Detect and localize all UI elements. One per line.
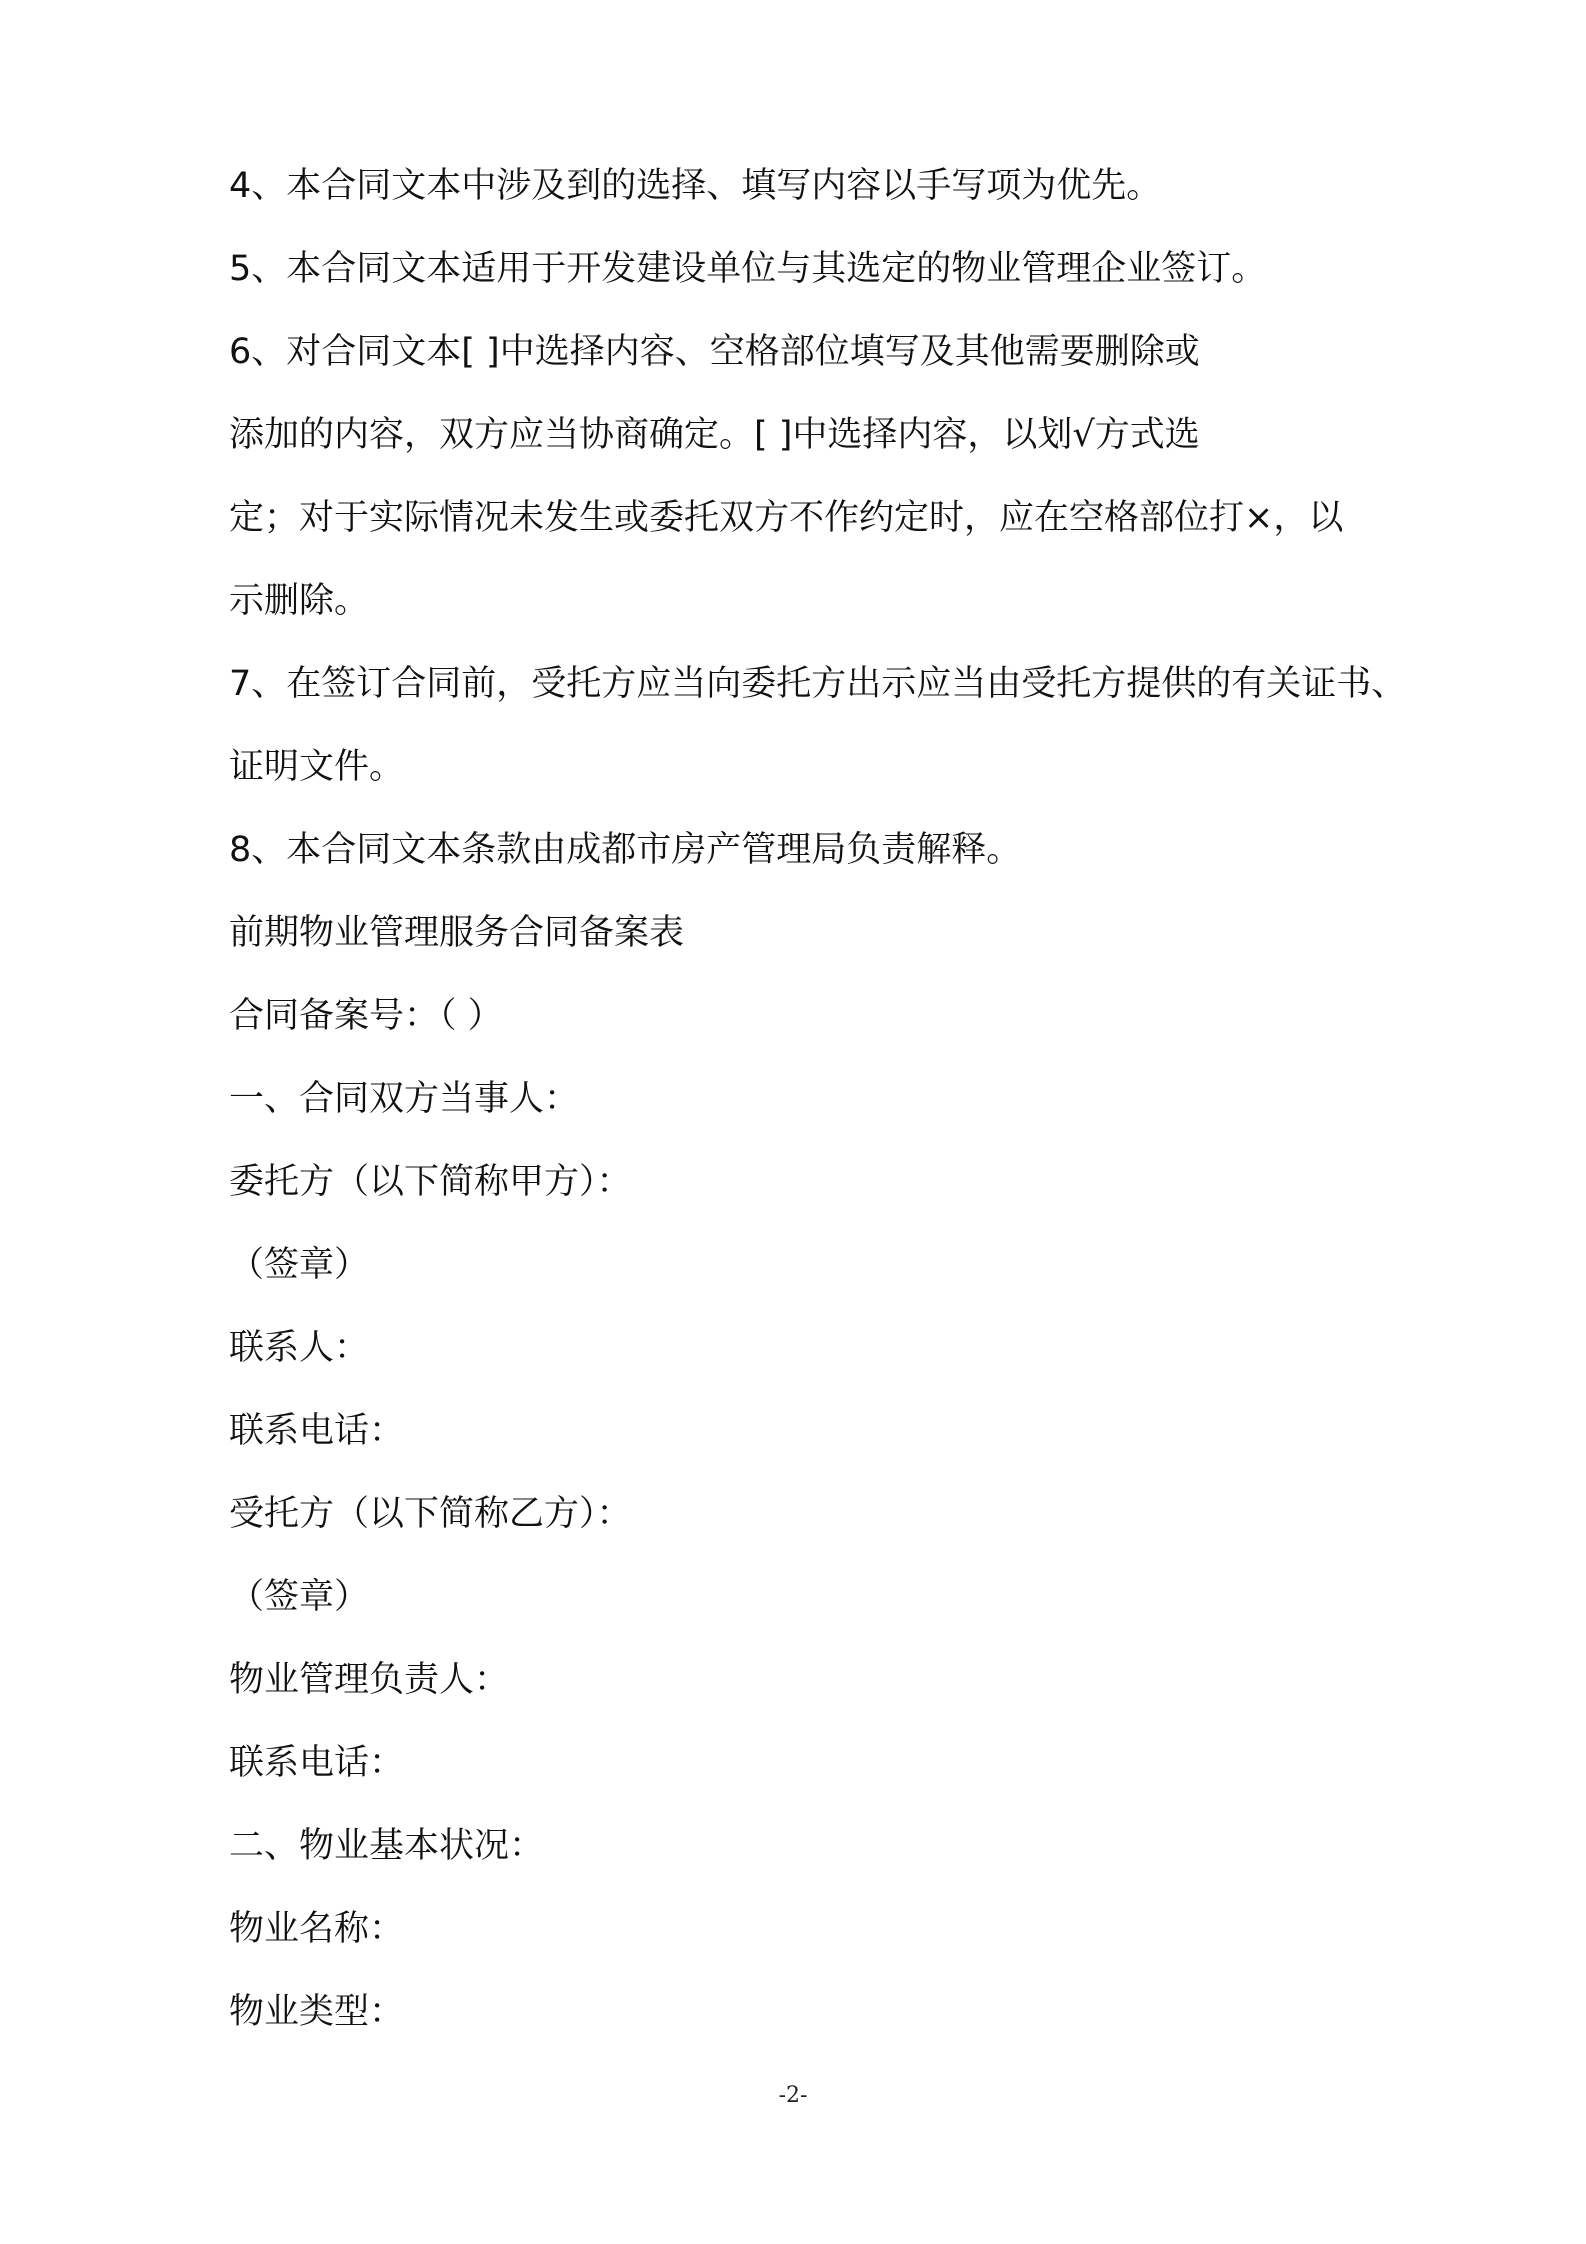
text-line: 4、本合同文本中涉及到的选择、填写内容以手写项为优先。 (229, 166, 1162, 206)
text-line: 7、在签订合同前，受托方应当向委托方出示应当由受托方提供的有关证书、 (229, 664, 1407, 704)
text-line: 物业名称： (229, 1909, 405, 1949)
text-line: 联系电话： (229, 1411, 405, 1451)
text-line: 联系电话： (229, 1743, 405, 1783)
text-line: 6、对合同文本[ ]中选择内容、空格部位填写及其他需要删除或 (229, 332, 1200, 372)
text-line: 物业管理负责人： (229, 1660, 510, 1700)
text-line: 合同备案号：（ ） (229, 996, 503, 1036)
text-line: 添加的内容，双方应当协商确定。[ ]中选择内容，以划√方式选 (229, 415, 1200, 455)
text-line: （签章） (229, 1577, 370, 1617)
text-line: 8、本合同文本条款由成都市房产管理局负责解释。 (229, 830, 1022, 870)
section-heading: 一、合同双方当事人： (229, 1079, 580, 1119)
text-line: 委托方（以下简称甲方）： (229, 1162, 632, 1202)
text-line: 证明文件。 (229, 747, 405, 787)
text-line: 示删除。 (229, 581, 370, 621)
section-heading: 二、物业基本状况： (229, 1826, 545, 1866)
page-number: -2- (778, 2083, 808, 2108)
text-line: 物业类型： (229, 1992, 405, 2032)
text-line: 受托方（以下简称乙方）： (229, 1494, 632, 1534)
text-line: 联系人： (229, 1328, 370, 1368)
section-title: 前期物业管理服务合同备案表 (229, 913, 685, 953)
text-line: 5、本合同文本适用于开发建设单位与其选定的物业管理企业签订。 (229, 249, 1267, 289)
text-line: 定；对于实际情况未发生或委托双方不作约定时，应在空格部位打×，以 (229, 498, 1344, 538)
text-line: （签章） (229, 1245, 370, 1285)
